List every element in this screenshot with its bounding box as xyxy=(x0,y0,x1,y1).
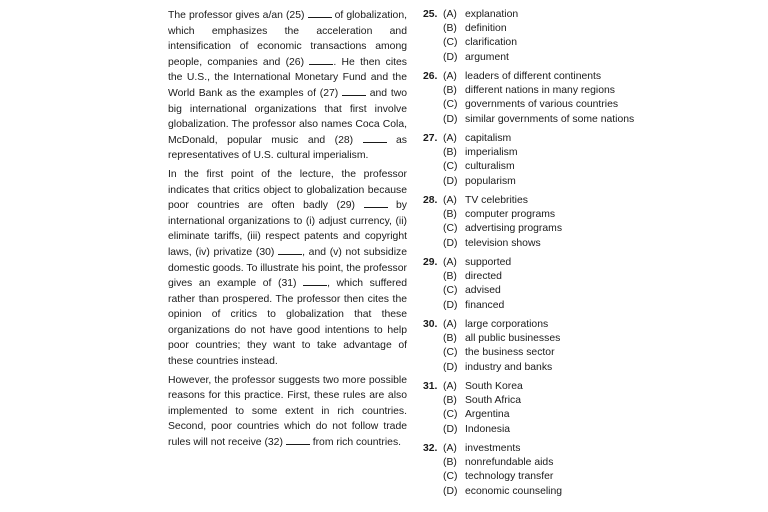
option-letter: (A) xyxy=(443,71,457,82)
option-letter: (D) xyxy=(443,237,458,249)
answer-option[interactable] xyxy=(423,98,634,112)
passage-segment: The professor gives a/an (25) xyxy=(168,10,308,21)
question-number: 29. xyxy=(423,257,438,268)
option-letter: (D) xyxy=(443,299,458,311)
answer-option[interactable] xyxy=(423,194,562,208)
answer-blank xyxy=(364,198,388,208)
question-25 xyxy=(423,8,518,65)
option-letter: (C) xyxy=(443,223,458,235)
answer-option[interactable] xyxy=(423,361,560,375)
option-letter: (A) xyxy=(443,319,457,330)
answer-option[interactable] xyxy=(423,146,518,160)
option-text: technology transfer xyxy=(465,471,554,483)
answer-option[interactable] xyxy=(423,175,518,189)
option-letter: (C) xyxy=(443,99,458,111)
answer-option[interactable] xyxy=(423,51,518,65)
passage-segment: and two big international organizations that first involve globalization. The professor also names Coca Cola, McDonald, popular music and (28) xyxy=(168,87,408,146)
option-letter: (A) xyxy=(443,381,457,392)
passage-segment: of globalization, which emphasizes the acceleration and intensification of economic transactions among people, companies and (26) xyxy=(168,10,407,68)
option-letter: (D) xyxy=(443,175,458,187)
option-text: television shows xyxy=(465,237,541,249)
option-text: supported xyxy=(465,257,512,268)
option-letter: (C) xyxy=(443,37,458,49)
option-text: explanation xyxy=(465,9,519,20)
option-text: argument xyxy=(465,51,509,63)
option-text: computer programs xyxy=(465,209,556,221)
option-letter: (D) xyxy=(443,485,458,497)
answer-option[interactable] xyxy=(423,346,560,360)
option-text: the business sector xyxy=(465,347,555,359)
option-text: different nations in many regions xyxy=(465,85,615,97)
answer-option[interactable] xyxy=(423,470,562,484)
option-text: imperialism xyxy=(465,147,518,159)
question-number: 28. xyxy=(423,195,438,206)
option-letter: (D) xyxy=(443,361,458,373)
passage-paragraph xyxy=(168,8,407,164)
passage-segment: from rich countries. xyxy=(309,437,402,449)
answer-option[interactable] xyxy=(423,256,511,270)
answer-option[interactable] xyxy=(423,394,523,408)
option-letter: (C) xyxy=(443,161,458,173)
answer-option[interactable] xyxy=(423,237,562,251)
passage-segment: . He then cites the U.S., the International Monetary Fund and the World Bank as the examples of (27) xyxy=(168,56,407,99)
option-letter: (D) xyxy=(443,423,458,435)
question-26 xyxy=(423,70,634,127)
option-text: financed xyxy=(465,299,505,311)
option-letter: (B) xyxy=(443,147,457,159)
answer-option[interactable] xyxy=(423,222,562,236)
option-letter: (B) xyxy=(443,23,457,35)
passage-text xyxy=(168,8,407,454)
question-31 xyxy=(423,380,523,437)
option-text: popularism xyxy=(465,175,516,187)
passage-segment: However, the professor suggests two more possible reasons for this practice. First, these rules are also implemented to some extent in rich countries. Second, poor countries which do not follow trade rules will not receive (32) xyxy=(168,374,407,449)
question-number: 25. xyxy=(423,9,438,20)
option-letter: (B) xyxy=(443,333,457,345)
question-30 xyxy=(423,318,560,375)
option-letter: (A) xyxy=(443,195,457,206)
option-letter: (C) xyxy=(443,347,458,359)
option-text: culturalism xyxy=(465,161,515,173)
answer-option[interactable] xyxy=(423,299,511,313)
option-text: economic counseling xyxy=(465,485,563,497)
option-letter: (A) xyxy=(443,443,457,454)
answer-blank xyxy=(308,8,332,18)
option-letter: (C) xyxy=(443,285,458,297)
answer-option[interactable] xyxy=(423,442,562,456)
answer-blank xyxy=(309,55,333,65)
answer-option[interactable] xyxy=(423,332,560,346)
option-letter: (B) xyxy=(443,271,457,283)
answer-option[interactable] xyxy=(423,485,562,499)
answer-option[interactable] xyxy=(423,423,523,437)
option-letter: (B) xyxy=(443,457,457,469)
option-letter: (A) xyxy=(443,257,457,268)
option-letter: (C) xyxy=(443,409,458,421)
answer-option[interactable] xyxy=(423,70,634,84)
answer-option[interactable] xyxy=(423,284,511,298)
option-text: Argentina xyxy=(465,409,510,421)
question-27 xyxy=(423,132,518,189)
question-number: 32. xyxy=(423,443,438,454)
question-number: 27. xyxy=(423,133,438,144)
option-text: advised xyxy=(465,285,501,297)
answer-option[interactable] xyxy=(423,270,511,284)
question-28 xyxy=(423,194,562,251)
option-letter: (D) xyxy=(443,51,458,63)
option-text: TV celebrities xyxy=(465,195,528,206)
option-text: South Korea xyxy=(465,381,523,392)
answer-option[interactable] xyxy=(423,408,523,422)
answer-option[interactable] xyxy=(423,318,560,332)
option-letter: (A) xyxy=(443,9,457,20)
question-number: 30. xyxy=(423,319,438,330)
answer-option[interactable] xyxy=(423,113,634,127)
option-text: leaders of different continents xyxy=(465,71,602,82)
option-text: governments of various countries xyxy=(465,99,619,111)
answer-blank xyxy=(278,245,302,255)
passage-segment: by international organizations to (i) adjust currency, (ii) eliminate tariffs, (iii) respect patents and copyright laws, (iv) privatize (30) xyxy=(168,200,407,258)
passage-paragraph xyxy=(168,167,407,370)
option-text: directed xyxy=(465,271,502,283)
option-text: large corporations xyxy=(465,319,549,330)
question-number: 31. xyxy=(423,381,438,392)
question-29 xyxy=(423,256,511,313)
answer-option[interactable] xyxy=(423,160,518,174)
option-letter: (B) xyxy=(443,395,457,407)
option-text: clarification xyxy=(465,37,517,49)
answer-blank xyxy=(342,86,366,96)
answer-option[interactable] xyxy=(423,84,634,98)
option-text: capitalism xyxy=(465,133,512,144)
question-number: 26. xyxy=(423,71,438,82)
answer-blank xyxy=(286,435,310,445)
option-text: all public businesses xyxy=(465,333,561,345)
answer-option[interactable] xyxy=(423,208,562,222)
passage-segment: as representatives of U.S. cultural imperialism. xyxy=(168,134,407,162)
option-text: similar governments of some nations xyxy=(465,113,635,125)
option-text: definition xyxy=(465,23,507,35)
question-32 xyxy=(423,442,562,499)
option-text: nonrefundable aids xyxy=(465,457,554,469)
option-text: industry and banks xyxy=(465,361,553,373)
passage-paragraph xyxy=(168,373,407,451)
passage-segment: In the first point of the lecture, the professor indicates that critics object to globalization because poor countries are often badly (29) xyxy=(168,168,407,212)
option-letter: (D) xyxy=(443,113,458,125)
option-text: South Africa xyxy=(465,395,522,407)
passage-segment: , and (v) not subsidize domestic goods. To illustrate his point, the professor gives an example of (31) xyxy=(168,246,407,290)
option-letter: (B) xyxy=(443,85,457,97)
option-letter: (B) xyxy=(443,209,457,221)
answer-blank xyxy=(363,133,387,143)
answer-option[interactable] xyxy=(423,132,518,146)
option-text: investments xyxy=(465,443,521,454)
option-letter: (C) xyxy=(443,471,458,483)
option-text: advertising programs xyxy=(465,223,563,235)
passage-segment: , which suffered rather than prospered. The professor then cites the opinion of critics to globalization that these organizations do not have good intentions to help poor countries; they want to take advantage of these countries instead. xyxy=(168,278,407,368)
answer-option[interactable] xyxy=(423,8,518,22)
option-text: Indonesia xyxy=(465,423,511,435)
answer-option[interactable] xyxy=(423,36,518,50)
option-letter: (A) xyxy=(443,133,457,144)
answer-option[interactable] xyxy=(423,456,562,470)
answer-option[interactable] xyxy=(423,22,518,36)
answer-option[interactable] xyxy=(423,380,523,394)
answer-blank xyxy=(303,276,327,286)
